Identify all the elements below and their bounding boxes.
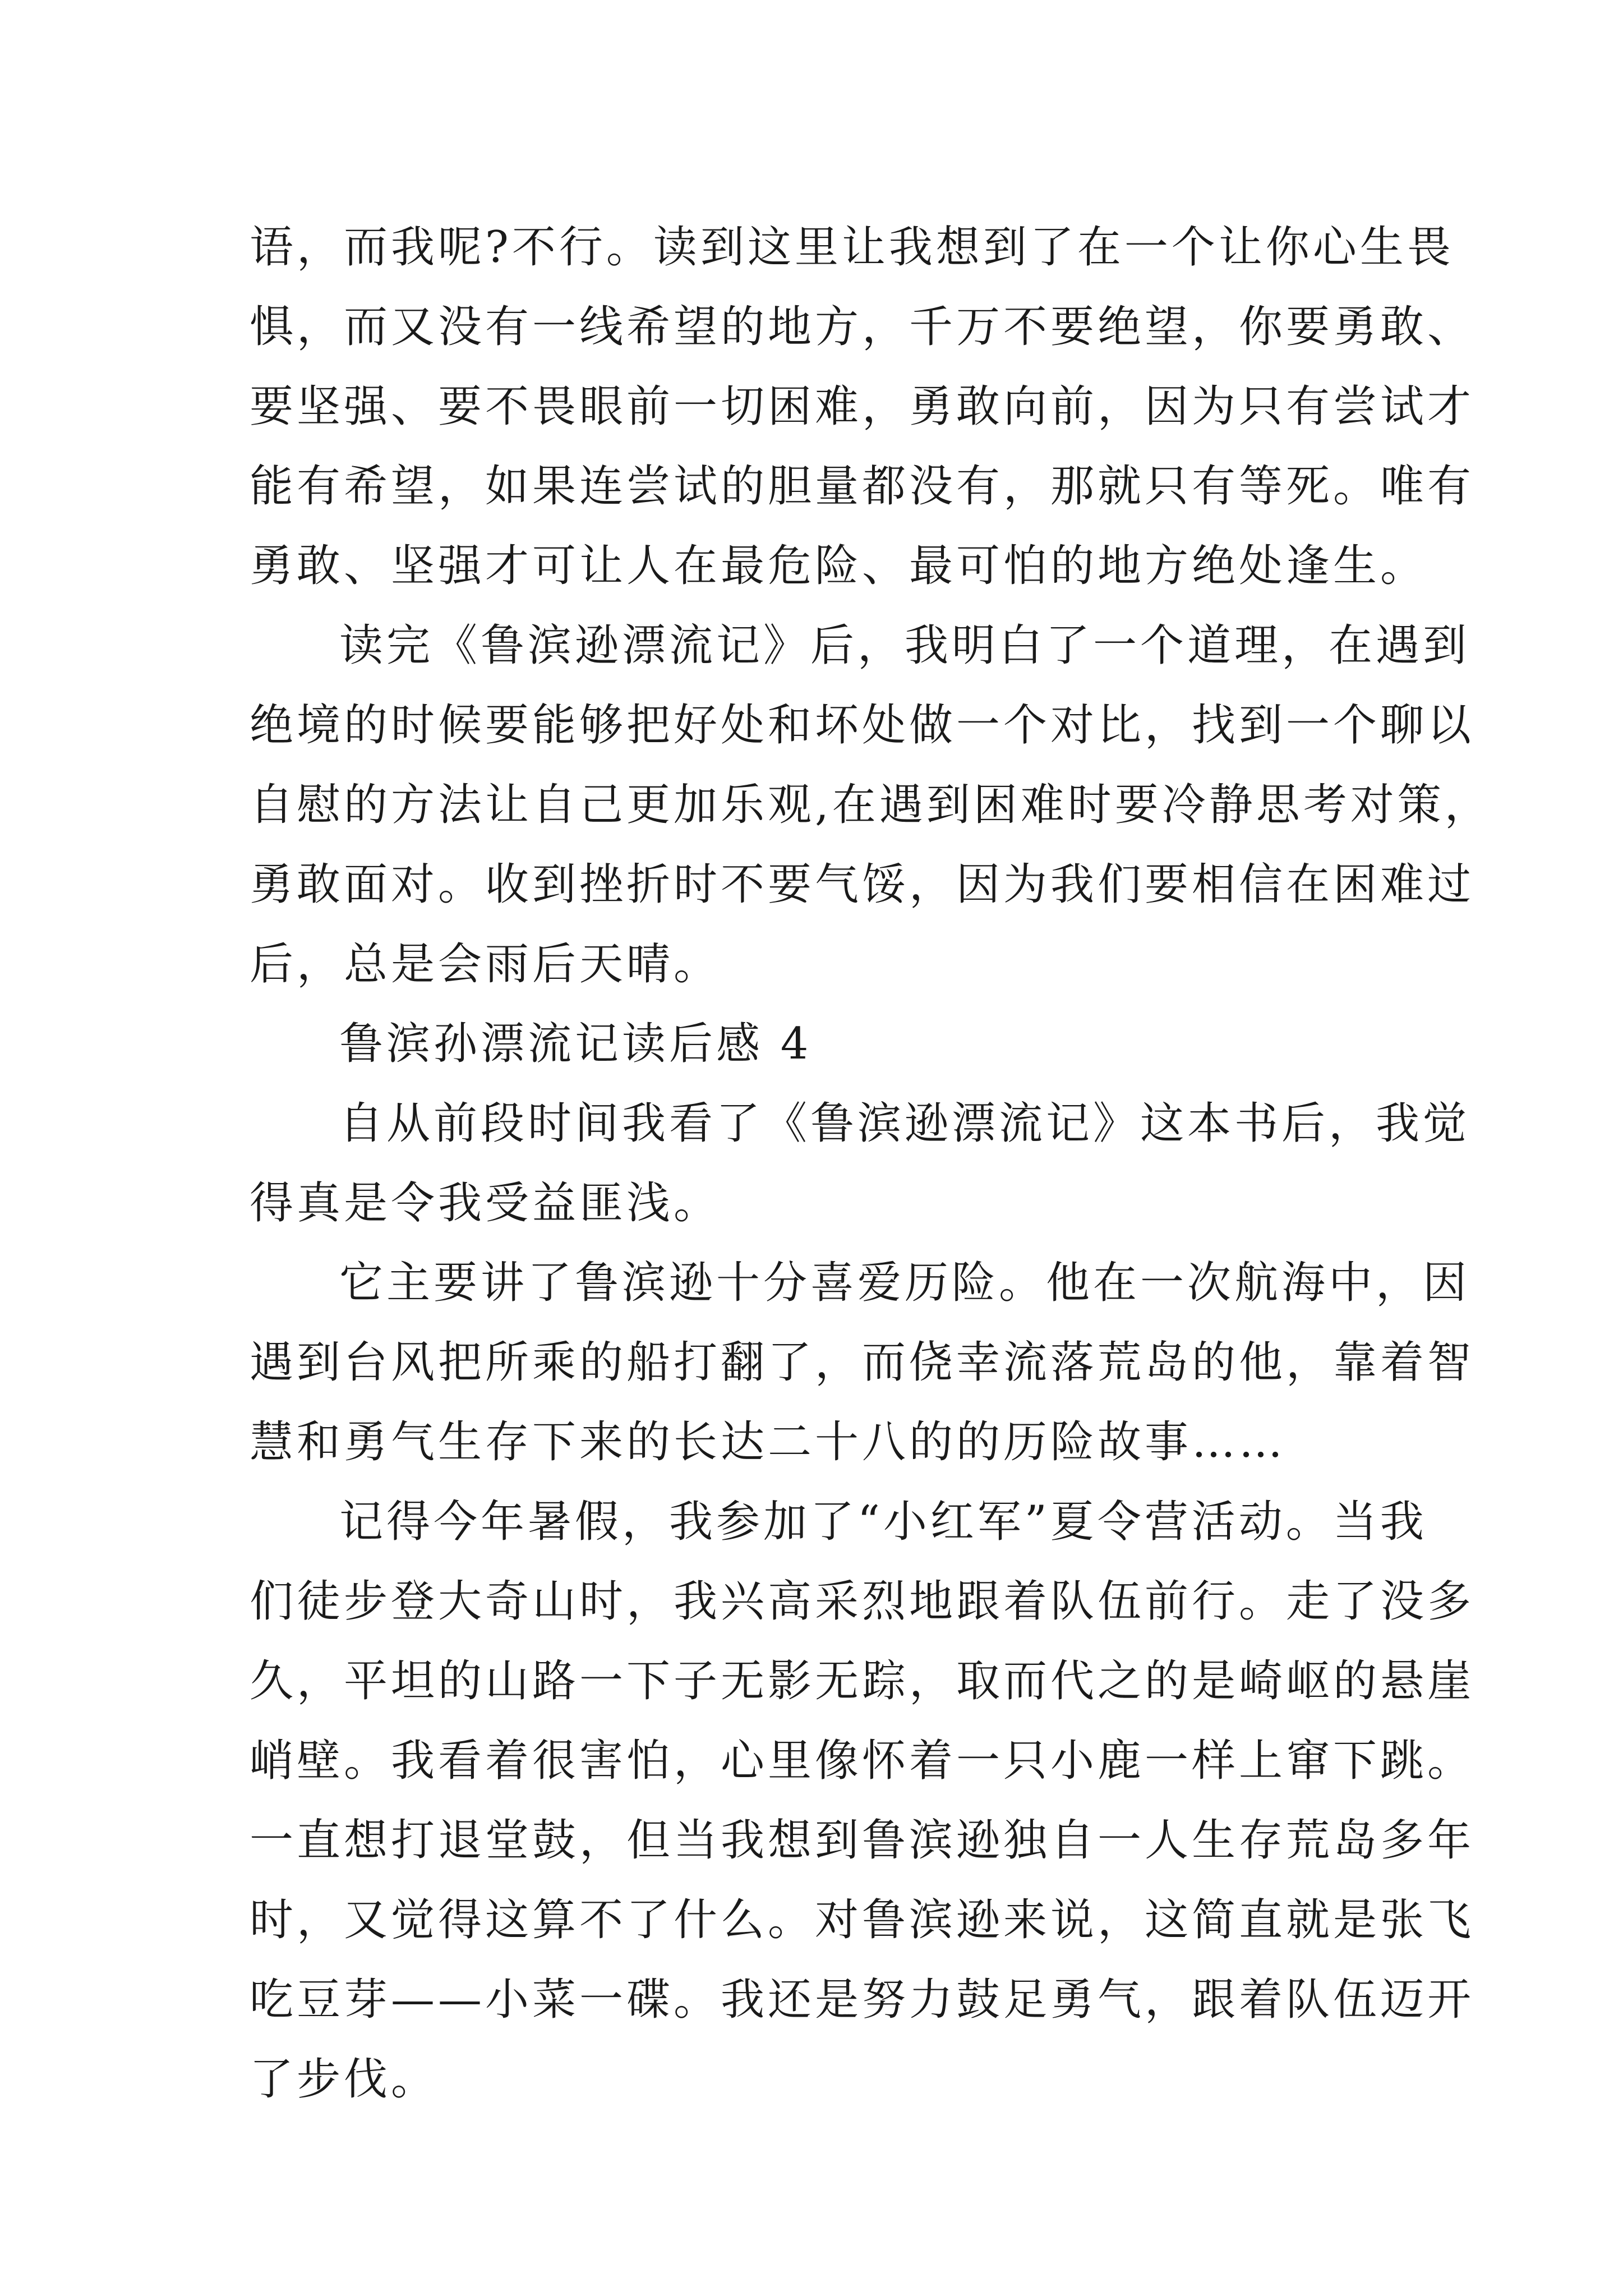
text-line: 自慰的方法让自己更加乐观,在遇到困难时要冷静思考对策， bbox=[250, 780, 1492, 830]
text-line: 时，又觉得这算不了什么。对鲁滨逊来说，这简直就是张飞 bbox=[250, 1895, 1475, 1945]
text-line: 了步伐。 bbox=[250, 2054, 439, 2105]
text-line: 慧和勇气生存下来的长达二十八的的历险故事…… bbox=[250, 1417, 1287, 1467]
text-line: 惧，而又没有一线希望的地方，千万不要绝望，你要勇敢、 bbox=[250, 302, 1475, 352]
text-line: 勇敢、坚强才可让人在最危险、最可怕的地方绝处逢生。 bbox=[250, 541, 1428, 591]
section-heading: 鲁滨孙漂流记读后感 4 bbox=[339, 1019, 812, 1069]
paragraph-start-line: 读完《鲁滨逊漂流记》后，我明白了一个道理，在遇到 bbox=[339, 620, 1470, 671]
paragraph-start-line: 自从前段时间我看了《鲁滨逊漂流记》这本书后，我觉 bbox=[339, 1098, 1470, 1149]
text-line: 语，而我呢?不行。读到这里让我想到了在一个让你心生畏 bbox=[250, 222, 1454, 273]
text-line: 遇到台风把所乘的船打翻了，而侥幸流落荒岛的他，靠着智 bbox=[250, 1337, 1475, 1388]
text-line: 后，总是会雨后天晴。 bbox=[250, 939, 721, 990]
text-line: 峭壁。我看着很害怕，心里像怀着一只小鹿一样上窜下跳。 bbox=[250, 1736, 1475, 1786]
text-line: 久，平坦的山路一下子无影无踪，取而代之的是崎岖的悬崖 bbox=[250, 1656, 1475, 1706]
text-line: 要坚强、要不畏眼前一切困难，勇敢向前，因为只有尝试才 bbox=[250, 381, 1475, 432]
text-line: 绝境的时候要能够把好处和坏处做一个对比，找到一个聊以 bbox=[250, 700, 1475, 751]
text-line: 得真是令我受益匪浅。 bbox=[250, 1178, 721, 1228]
text-line: 吃豆芽——小菜一碟。我还是努力鼓足勇气，跟着队伍迈开 bbox=[250, 1975, 1475, 2025]
paragraph-start-line: 它主要讲了鲁滨逊十分喜爱历险。他在一次航海中，因 bbox=[339, 1258, 1470, 1308]
text-line: 能有希望，如果连尝试的胆量都没有，那就只有等死。唯有 bbox=[250, 461, 1475, 512]
text-line: 勇敢面对。收到挫折时不要气馁，因为我们要相信在困难过 bbox=[250, 859, 1475, 910]
paragraph-start-line: 记得今年暑假，我参加了“小红军”夏令营活动。当我 bbox=[339, 1497, 1427, 1547]
body-text bbox=[250, 208, 1492, 2119]
text-line: 一直想打退堂鼓，但当我想到鲁滨逊独自一人生存荒岛多年 bbox=[250, 1815, 1475, 1866]
text-line: 们徒步登大奇山时，我兴高采烈地跟着队伍前行。走了没多 bbox=[250, 1576, 1475, 1627]
